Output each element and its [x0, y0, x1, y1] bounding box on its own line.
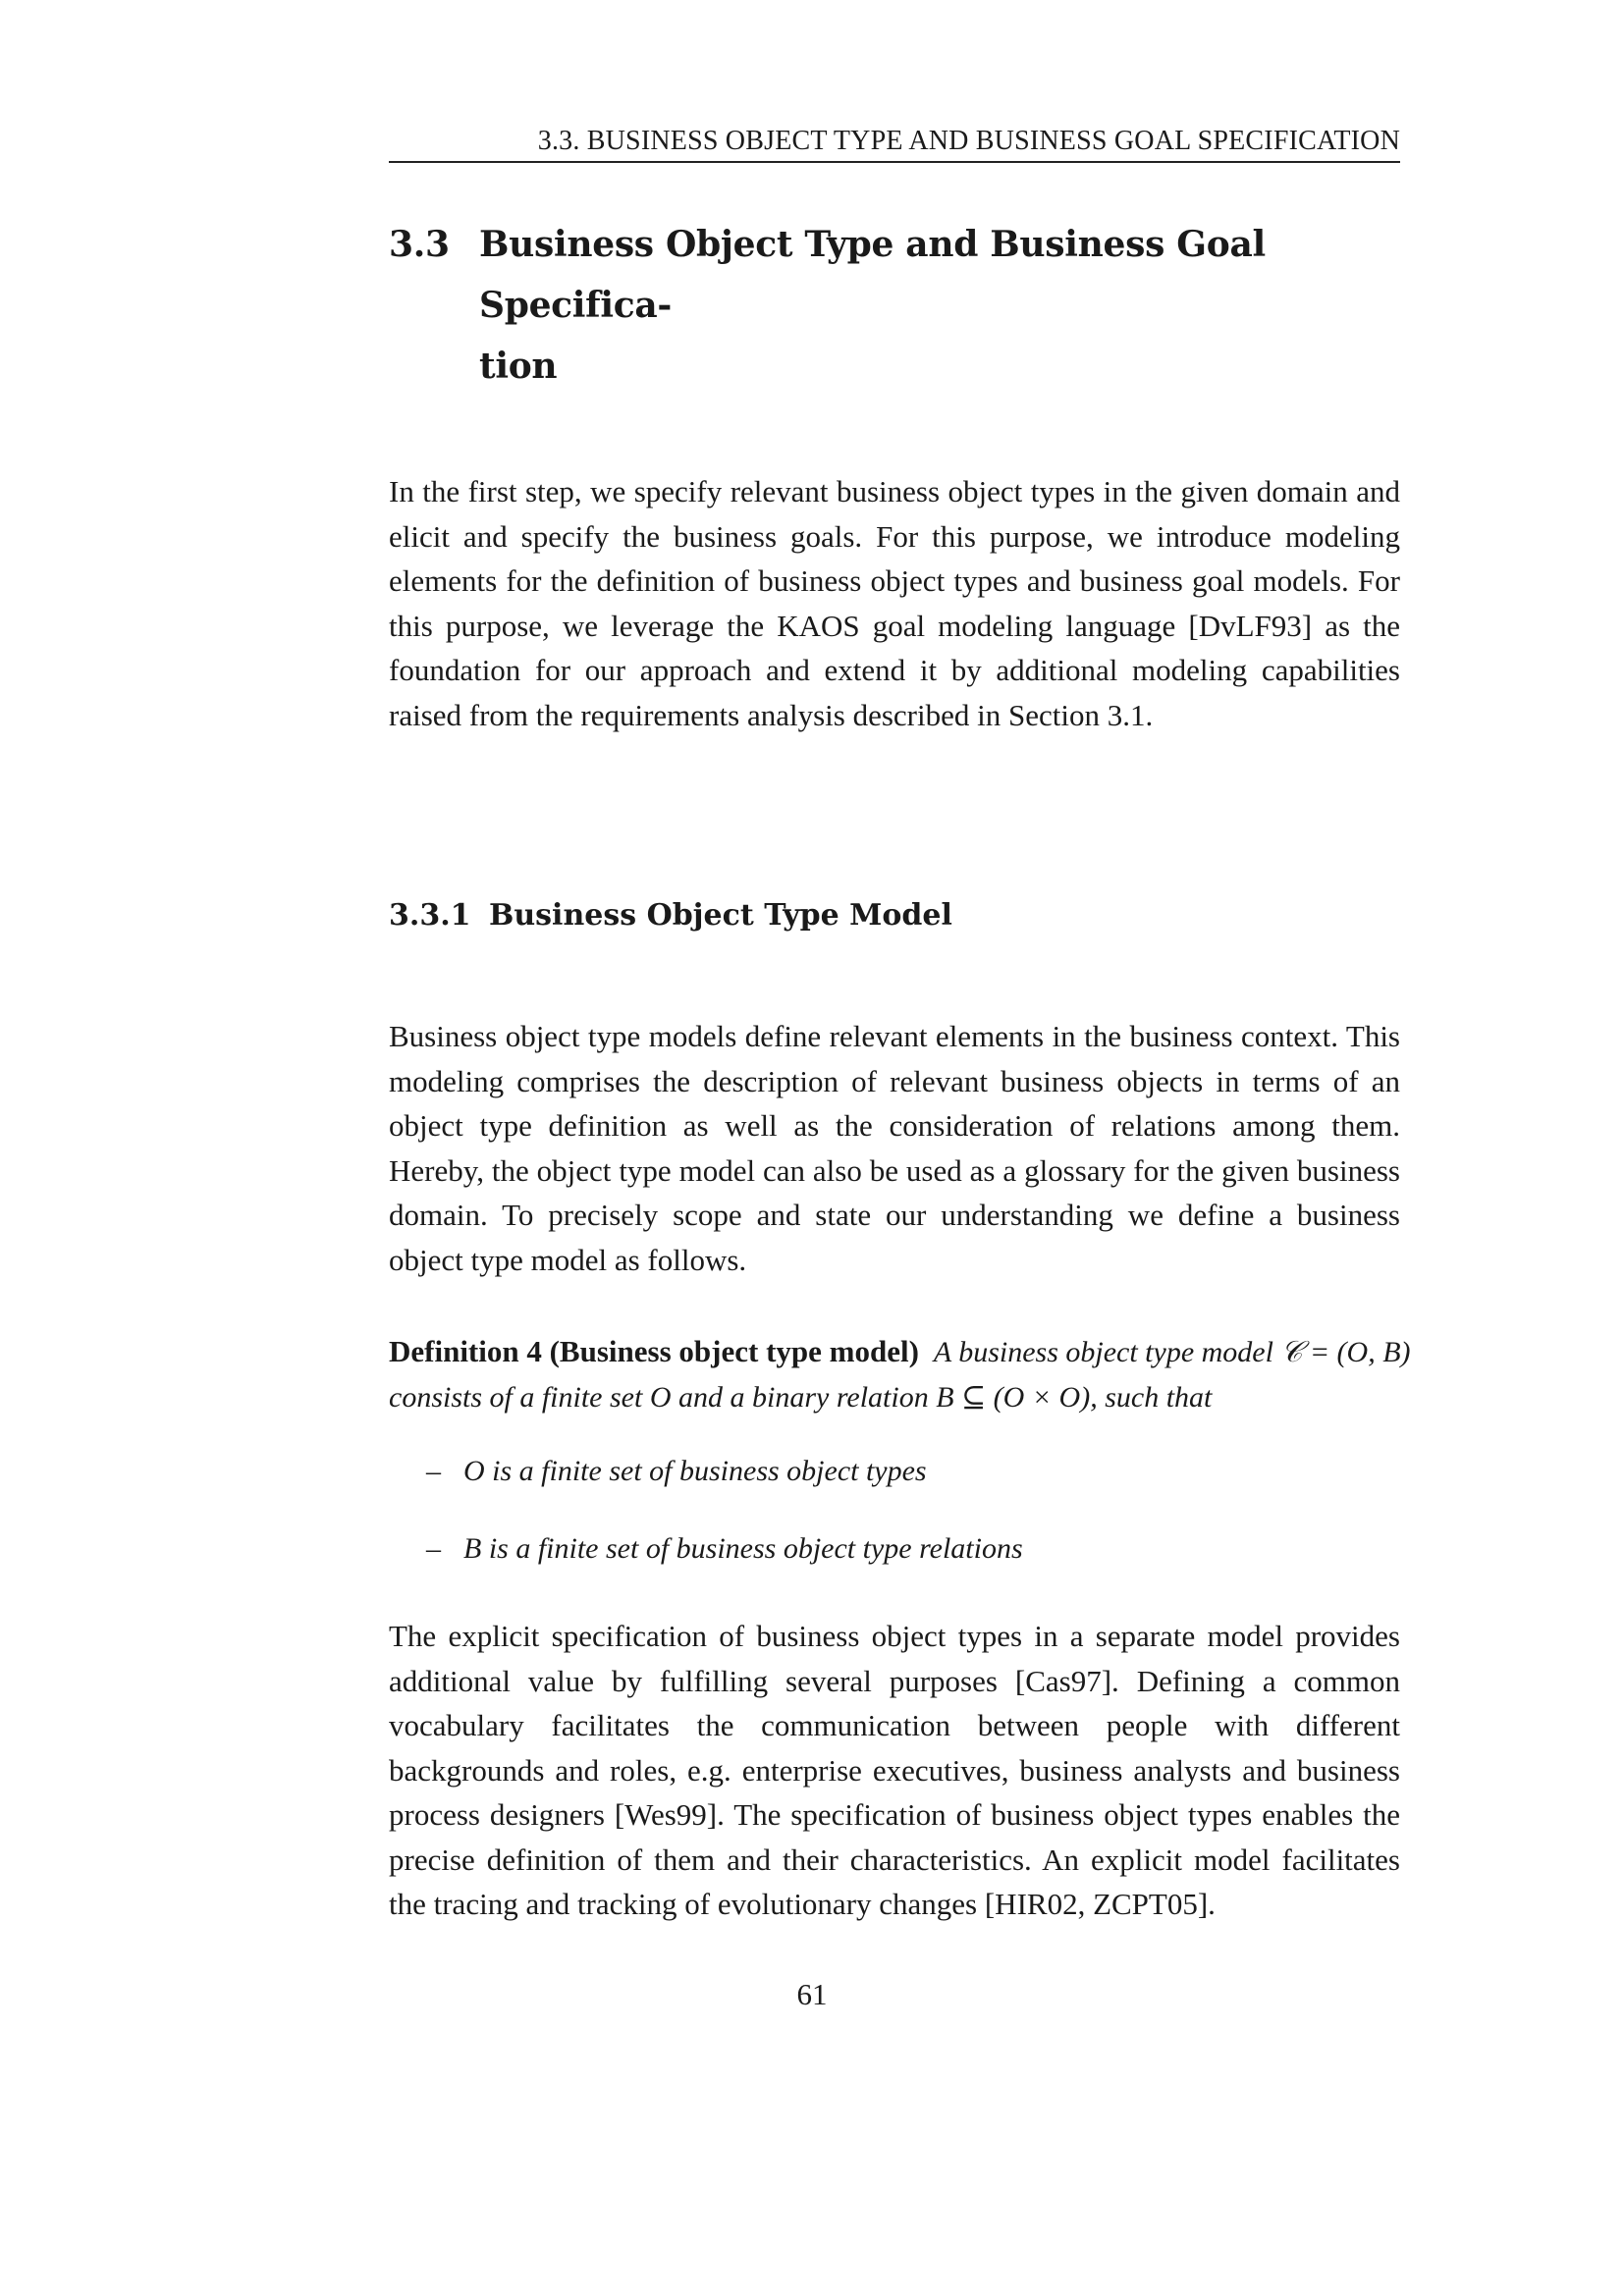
- final-paragraph: The explicit specification of business object types in a separate model provides additional value by fulfilling several purposes [Cas97]. Defining a common vocabulary facilitates the communication between people with different backgrounds and roles, e.g. enterprise executives, business analysts and business process designers [Wes99]. The specification of business object types enables the precise definition of them and their characteristics. An explicit model facilitates the tracing and tracking of evolutionary changes [HIR02, ZCPT05].: [389, 1619, 1400, 1921]
- section-title-line2: tion: [479, 346, 558, 387]
- section-title: [479, 214, 1400, 397]
- definition-line1: A business object type model 𝒞 = (O, B): [933, 1336, 1411, 1368]
- dash-bullet: –: [426, 1455, 441, 1487]
- list-item: [426, 1526, 1400, 1571]
- page-content: [389, 126, 1411, 1927]
- definition-block: [389, 1329, 1411, 1419]
- list-item-text: O is a finite set of business object types: [463, 1455, 927, 1487]
- subsection-heading: [389, 894, 1400, 937]
- intro-paragraph: In the first step, we specify relevant business object types in the given domain and elicit and specify the business goals. For this purpose, we introduce modeling elements for the definition of business object types and business goal models. For this purpose, we leverage the KAOS goal modeling language [DvLF93] as the foundation for our approach and extend it by additional modeling capabilities raised from the requirements analysis described in Section 3.1.: [389, 474, 1400, 732]
- section-number: 3.3: [389, 224, 450, 265]
- page-number: 61: [796, 1977, 828, 2011]
- list-item: [426, 1449, 1400, 1493]
- definition-head: Definition 4 (Business object type model): [389, 1334, 919, 1368]
- dash-bullet: –: [426, 1532, 441, 1565]
- definition-line2: consists of a finite set O and a binary relation B ⊆ (O × O), such that: [389, 1380, 1213, 1414]
- subsection-paragraph: Business object type models define relevant elements in the business context. This modeling comprises the description of relevant business objects in terms of an object type definition as well as the consideration of relations among them. Hereby, the object type model can also be used as a glossary for the given business domain. To precisely scope and state our understanding we define a business object type model as follows.: [389, 1019, 1400, 1277]
- definition-list: [389, 1449, 1400, 1571]
- subsection-title: Business Object Type Model: [489, 898, 952, 933]
- section-title-line1: Business Object Type and Business Goal Specifica-: [479, 224, 1266, 326]
- subsection-number: 3.3.1: [389, 898, 471, 933]
- section-heading: [389, 214, 1400, 397]
- list-item-text: B is a finite set of business object type relations: [463, 1532, 1023, 1565]
- running-head: 3.3. BUSINESS OBJECT TYPE AND BUSINESS GOAL SPECIFICATION: [389, 126, 1400, 163]
